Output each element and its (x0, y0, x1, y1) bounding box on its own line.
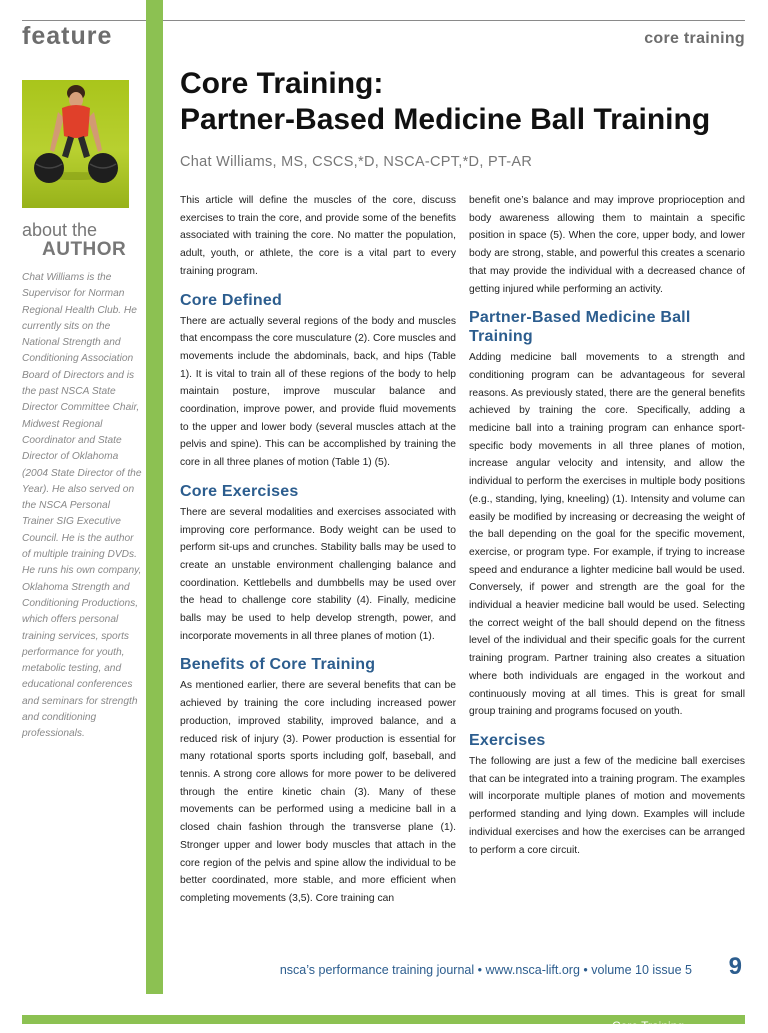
title-line-2: Partner-Based Medicine Ball Training (180, 103, 711, 136)
paragraph-exercises: The following are just a few of the medicine ball exercises that can be integrated into a training program. The examples will incorporate multiple planes of motion and movements performed standing and lying down. Examples will include individual exercises and how the exercises can be arranged to perform a core circuit. (469, 755, 745, 856)
section-label: feature (22, 22, 113, 50)
paragraph-benefits: As mentioned earlier, there are several benefits that can be achieved by training the core including increased power production, improved stability, improved balance, and a reduced risk of injury (3). Power production is essential for many rotational sports sports including golf, baseball, and tennis. A strong core allows for more power to be delivered through the entire kinetic chain (3). Many of these movements can be performed using a medicine ball in a closed chain fashion through the transverse plane (1). Stronger upper and lower body muscles that attach in the core region of the pelvis and spine allow the individual to be better coordinated, more stable, and more efficient when completing movements (3,5). Core training can (180, 680, 456, 904)
bottom-band-label: Core Training (612, 1019, 685, 1033)
top-rule (22, 20, 745, 21)
heading-benefits: Benefits of Core Training (180, 656, 376, 674)
intro-paragraph: This article will define the muscles of the core, discuss exercises to train the core, and provide some of the benefits associated with training the core. No matter the population, adult, youth, or athlete, the core is a vital part to every training program. (180, 195, 456, 277)
left-column (180, 192, 456, 908)
title-line-1: Core Training: (180, 67, 384, 100)
green-vertical-bar (146, 0, 163, 994)
journal-footer: nsca’s performance training journal • www.nsca-lift.org • volume 10 issue 5 (279, 963, 692, 977)
page-number: 9 (728, 953, 742, 980)
paragraph-core-defined: There are actually several regions of the body and muscles that encompass the core musculature (2). Core muscles and movements include the abdominals, back, and hips (Table 1). It is vital to train all of these regions of the body to help maintain posture, improve muscular balance and coordination, improve power, and provide fluid movements to the upper and lower body (several muscles attach at the pelvis and spine). This can be accomplished by training the core in all three planes of motion (Table 1) (5). (180, 315, 456, 469)
heading-partner-based: Partner-Based Medicine Ball Training (469, 309, 691, 346)
right-column (469, 192, 745, 859)
athlete-pushup-illustration (22, 80, 129, 208)
author-photo (22, 80, 129, 208)
article-title (180, 66, 740, 138)
heading-core-exercises: Core Exercises (180, 482, 299, 500)
paragraph-continued: benefit one’s balance and may improve proprioception and body awareness allowing them to maintain a specific position in space (5). When the core, upper body, and lower body are strong, stable, and powerful this creates a scenario that may provide the individual with a decreased chance of getting injured while performing an activity. (469, 195, 745, 295)
department-label: core training (644, 30, 745, 47)
paragraph-partner-based: Adding medicine ball movements to a strength and conditioning program can be advantageous for several reasons. As previously stated, there are the general benefits achieved by training the core. Specifically, adding a medicine ball into a training program can enhance sport-specific body movements in all three planes of motion, increase angular velocity and intensity, and allow the individual to perform the exercises in multiple body positions (e.g., standing, lying, kneeling) (1). Intensity and volume can easily be modified by increasing or decreasing the weight of the ball depending on the goal for the specific movement, exercise, or program type. For example, if trying to increase speed and endurance a lighter medicine ball would be used. Conversely, if power and strength are the goal for the individual a heavier medicine ball would be used. Selecting the correct weight of the ball should depend on the fitness level of the individual and their specific goals for the current training program. Partner training also creates a situation where both individuals are engaged in the workout and continuously moving at all times. This is great for small group training and programs focused on youth. (469, 352, 745, 718)
byline: Chat Williams, MS, CSCS,*D, NSCA-CPT,*D, PT-AR (180, 154, 533, 170)
paragraph-core-exercises: There are several modalities and exercises associated with improving core performance. Body weight can be used to perform sit-ups and crunches. Stability balls may be used to create an unstable environment challenging balance and coordination. Kettlebells and dumbbells may be used over the head to challenge core stability (4). Finally, medicine balls may be used to help develop strength, power, and incorporate movements in all three planes of motion (1). (180, 506, 456, 642)
author-label: AUTHOR (42, 239, 127, 260)
about-label: about the (22, 220, 98, 240)
heading-core-defined: Core Defined (180, 291, 282, 309)
about-author-heading (22, 220, 132, 260)
heading-exercises: Exercises (469, 731, 546, 749)
author-bio: Chat Williams is the Supervisor for Norman Regional Health Club. He currently sits on the National Strength and Conditioning Association Board of Directors and is the past NSCA State Director Committee Chair, Midwest Regional Coordinator and State Director of Oklahoma (2004 State Director of the Year). He also served on the NSCA Personal Trainer SIG Executive Council. He is the author of multiple training DVDs. He runs his own company, Oklahoma Strength and Conditioning Productions, which offers personal training services, sports performance for youth, metabolic testing, and educational conferences and seminars for strength and conditioning professionals. (22, 272, 142, 740)
